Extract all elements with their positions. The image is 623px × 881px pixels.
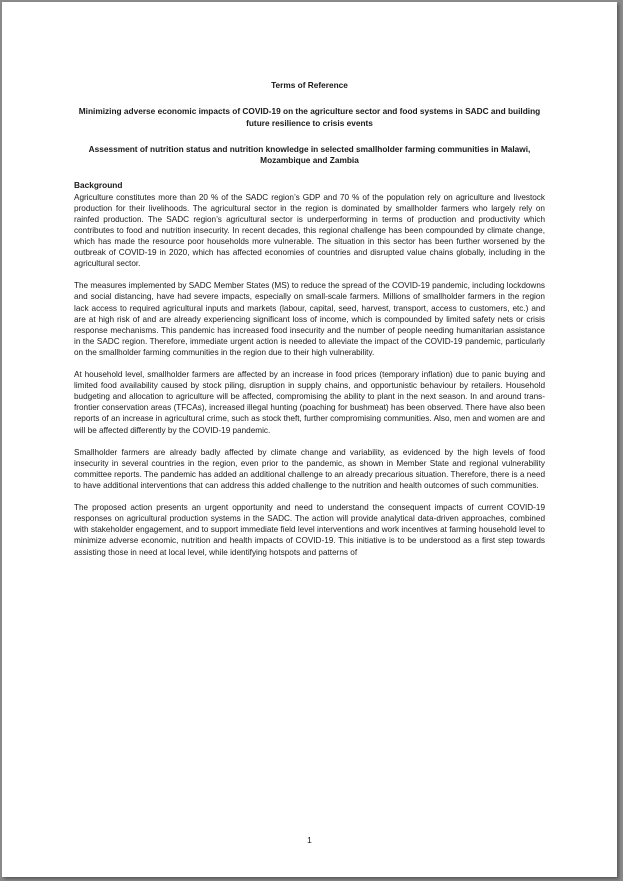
- paragraph: Agriculture constitutes more than 20 % of the SADC region’s GDP and 70 % of the population rely on agriculture and livestock production for their livelihoods. The agricultural sector in the region is dominated by smallholder farmers who largely rely on rainfed production. The SADC region’s agricultural sector is underperforming in terms of production and productivity which contributes to food and nutrition insecurity. In recent decades, this regional challenge has been compounded by climate change, which has made the resource poor households more vulnerable. The situation in this sector has been further worsened by the outbreak of COVID-19 in 2020, which has affected economies of countries and disrupted value chains globally, including in the agricultural sector.: [74, 192, 545, 269]
- document-page: [2, 2, 617, 877]
- paragraph: The measures implemented by SADC Member States (MS) to reduce the spread of the COVID-19 pandemic, including lockdowns and social distancing, have had severe impacts, especially on small-scale farmers. Millions of smallholder farmers in the region lack access to required agricultural inputs and markets (labour, capital, seed, harvest, transport, access to customers, etc.) and are at high risk of and are already experiencing significant loss of income, which is compounded by limited safety nets or crisis response mechanisms. This pandemic has increased food insecurity and the number of people needing humanitarian assistance in the SADC region. Therefore, immediate urgent action is needed to alleviate the impact of the COVID-19 pandemic, particularly on the smallholder farming communities in the region due to their high vulnerability.: [74, 281, 545, 357]
- page-content: [74, 80, 545, 569]
- section-title-background: Background: [74, 180, 123, 191]
- document-title: Terms of Reference: [271, 80, 348, 90]
- paragraph: Smallholder farmers are already badly affected by climate change and variability, as evidenced by the high levels of food insecurity in several countries in the region, even prior to the pandemic, as shown in Member State and regional vulnerability committee reports. The pandemic has added an additional challenge to an already precarious situation. Therefore, there is a need to have additional interventions that can address this added challenge to the nutrition and health outcomes of such communities.: [74, 447, 545, 491]
- document-subtitle-project: Minimizing adverse economic impacts of COVID-19 on the agriculture sector and food systems in SADC and building future resilience to crisis events: [78, 106, 541, 128]
- paragraph: At household level, smallholder farmers are affected by an increase in food prices (temporary inflation) due to panic buying and limited food availability caused by stock piling, disruption in supply chains, and opportunistic behaviour by retailers. Household budgeting and allocation to agriculture will be affected, compromising the ability to plant in the next season. In and around trans-frontier conservation areas (TFCAs), increased illegal hunting (poaching for bushmeat) has been observed. There have also been reports of an increase in agricultural crime, such as stock theft, further compromising communities. Also, men and women are and will be affected differently by the COVID-19 pandemic.: [74, 370, 545, 435]
- page-number: 1: [307, 835, 312, 845]
- paragraph: The proposed action presents an urgent opportunity and need to understand the consequent impacts of current COVID-19 responses on agricultural production systems in the SADC. The action will provide analytical data-driven approaches, combined with stakeholder engagement, and to support immediate field level interventions and work incentives at farming household level to minimize adverse economic, nutrition and health impacts of COVID-19. This initiative is to be understood as a first step towards assisting those in need at local level, while identifying hotspots and patterns of: [74, 503, 545, 557]
- document-subtitle-assessment: Assessment of nutrition status and nutrition knowledge in selected smallholder farming communities in Malawi, Mozambique and Zambia: [88, 143, 531, 166]
